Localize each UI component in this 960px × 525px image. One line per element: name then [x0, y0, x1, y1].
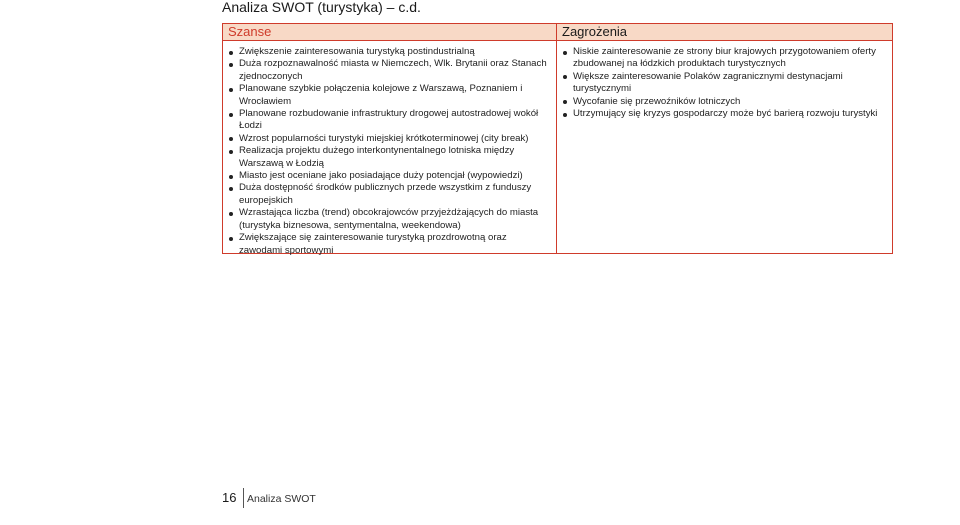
- item-text: Duża rozpoznawalność miasta w Niemczech, Wlk. Brytanii oraz Stanach zjednoczonych: [239, 58, 547, 82]
- item-text: Realizacja projektu dużego interkontynentalnego lotniska między Warszawą w Łodzią: [239, 145, 515, 169]
- opportunities-item: [239, 182, 550, 207]
- bullet-icon: [563, 75, 567, 79]
- threats-list: [557, 41, 892, 120]
- opportunities-item: [239, 46, 550, 58]
- opportunities-list: [223, 41, 556, 257]
- threats-item: [573, 96, 886, 108]
- opportunities-column: [223, 24, 557, 256]
- threats-column: [557, 24, 892, 253]
- opportunities-item: [239, 58, 550, 83]
- opportunities-item: [239, 83, 550, 108]
- swot-table: [222, 23, 893, 254]
- item-text: Wzrost popularności turystyki miejskiej krótkoterminowej (city break): [239, 132, 529, 144]
- item-text: Planowane szybkie połączenia kolejowe z Warszawą, Poznaniem i Wrocławiem: [239, 83, 523, 107]
- bullet-icon: [229, 175, 233, 179]
- opportunities-item: [239, 108, 550, 133]
- item-text: Miasto jest oceniane jako posiadające duży potencjał (wypowiedzi): [239, 170, 523, 182]
- opportunities-item: [239, 133, 550, 145]
- opportunities-item: [239, 170, 550, 182]
- threats-item: [573, 108, 886, 120]
- bullet-icon: [229, 63, 233, 67]
- item-text: Wzrastająca liczba (trend) obcokrajowców przyjeżdżających do miasta (turystyka biznesowa, sentymentalna, weekendowa): [239, 207, 539, 231]
- opportunities-header: Szanse: [223, 24, 556, 41]
- bullet-icon: [229, 150, 233, 154]
- opportunities-item: [239, 232, 550, 257]
- bullet-icon: [229, 88, 233, 92]
- bullet-icon: [229, 137, 233, 141]
- threats-header: Zagrożenia: [557, 24, 892, 41]
- opportunities-item: [239, 145, 550, 170]
- bullet-icon: [563, 113, 567, 117]
- item-text: Zwiększenie zainteresowania turystyką postindustrialną: [239, 46, 475, 57]
- bullet-icon: [563, 100, 567, 104]
- bullet-icon: [229, 212, 233, 216]
- item-text: Duża dostępność środków publicznych przede wszystkim z funduszy europejskich: [239, 182, 532, 206]
- item-text: Utrzymujący się kryzys gospodarczy może być barierą rozwoju turystyki: [573, 108, 878, 120]
- item-text: Zwiększające się zainteresowanie turystyką prozdrowotną oraz zawodami sportowymi: [239, 232, 507, 256]
- bullet-icon: [229, 113, 233, 117]
- footer-divider: [243, 488, 244, 508]
- bullet-icon: [229, 237, 233, 241]
- item-text: Wycofanie się przewoźników lotniczych: [573, 95, 741, 107]
- bullet-icon: [229, 51, 233, 55]
- item-text: Planowane rozbudowanie infrastruktury drogowej autostradowej wokół Łodzi: [239, 108, 539, 132]
- page-number: 16: [222, 490, 237, 505]
- page-heading: Analiza SWOT (turystyka) – c.d.: [222, 0, 421, 15]
- bullet-icon: [563, 51, 567, 55]
- bullet-icon: [229, 187, 233, 191]
- threats-item: [573, 46, 886, 71]
- item-text: Niskie zainteresowanie ze strony biur krajowych przygotowaniem oferty zbudowanej na łódzkich produktach turystycznych: [573, 46, 876, 70]
- item-text: Większe zainteresowanie Polaków zagranicznymi destynacjami turystycznymi: [573, 70, 843, 95]
- opportunities-item: [239, 207, 550, 232]
- footer-section-label: Analiza SWOT: [247, 493, 316, 505]
- threats-item: [573, 71, 886, 96]
